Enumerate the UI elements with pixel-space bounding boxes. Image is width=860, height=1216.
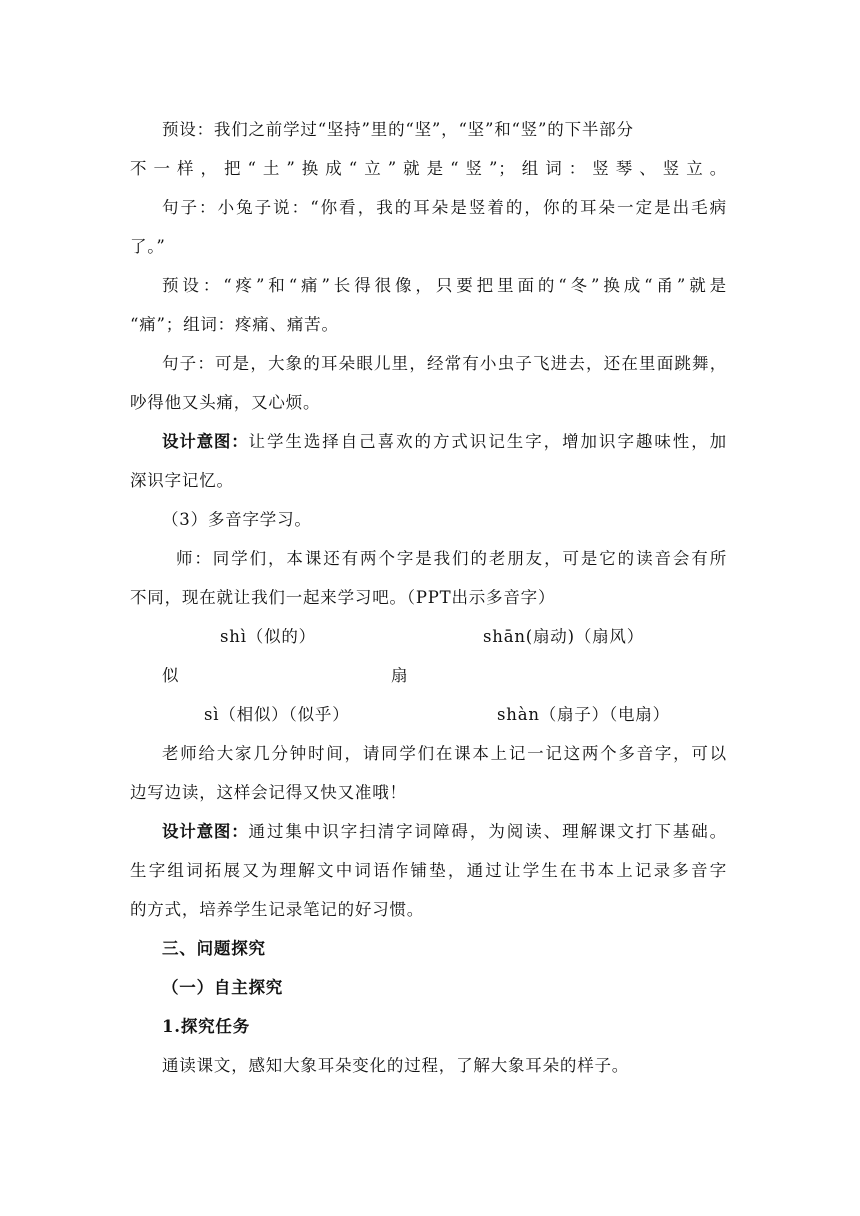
- subsection-heading: （3）多音字学习。: [162, 510, 312, 529]
- paragraph-line: 句子：可是，大象的耳朵眼儿里，经常有小虫子飞进去，还在里面跳舞，: [162, 354, 727, 373]
- paragraph-line: 不一样，把“土”换成“立”就是“竖”；组词：竖琴、竖立。: [130, 159, 727, 178]
- polyphone-char-shan: 扇: [391, 666, 409, 685]
- design-intent-label: 设计意图：: [162, 822, 249, 841]
- section-heading: 三、问题探究: [162, 939, 266, 958]
- paragraph-line: 边写边读，这样会记得又快又准哦！: [130, 783, 407, 802]
- polyphone-char-si: 似: [162, 666, 180, 685]
- paragraph-line: 通读课文，感知大象耳朵变化的过程，了解大象耳朵的样子。: [162, 1056, 630, 1075]
- task-heading: 1.探究任务: [162, 1017, 251, 1036]
- paragraph-line: 老师给大家几分钟时间，请同学们在课本上记一记这两个多音字，可以: [162, 744, 727, 763]
- paragraph-line: 不同，现在就让我们一起来学习吧。（PPT出示多音字）: [130, 588, 556, 607]
- design-intent-line: [162, 431, 727, 453]
- pinyin-shan-bottom: shàn（扇子）（电扇）: [497, 705, 670, 724]
- pinyin-si-bottom: sì（相似）（似乎）: [204, 705, 350, 724]
- paragraph-line: 了。”: [130, 237, 166, 256]
- design-intent-line: [162, 821, 727, 843]
- design-intent-text: 让学生选择自己喜欢的方式识记生字，增加识字趣味性，加: [248, 432, 727, 451]
- design-intent-text: 通过集中识字扫清字词障碍，为阅读、理解课文打下基础。: [248, 822, 727, 841]
- paragraph-line: 生字组词拓展又为理解文中词语作铺垫，通过让学生在书本上记录多音字: [130, 861, 727, 880]
- subsection-heading: （一）自主探究: [162, 978, 284, 997]
- design-intent-label: 设计意图：: [162, 432, 249, 451]
- paragraph-line: 的方式，培养学生记录笔记的好习惯。: [130, 900, 425, 919]
- pinyin-si-top: shì（似的）: [220, 627, 316, 646]
- paragraph-line: 句子：小兔子说：“你看，我的耳朵是竖着的，你的耳朵一定是出毛病: [162, 198, 727, 217]
- paragraph-line: 预设：我们之前学过“坚持”里的“坚”，“坚”和“竖”的下半部分: [162, 120, 634, 139]
- paragraph-line: 师：同学们，本课还有两个字是我们的老朋友，可是它的读音会有所: [176, 549, 727, 568]
- paragraph-line: 吵得他又头痛，又心烦。: [130, 393, 321, 412]
- paragraph-line: 预设：“疼”和“痛”长得很像，只要把里面的“冬”换成“甬”就是: [162, 276, 727, 295]
- paragraph-line: “痛”；组词：疼痛、痛苦。: [130, 315, 339, 334]
- pinyin-shan-top: shān(扇动)（扇风）: [483, 627, 645, 646]
- paragraph-line: 深识字记忆。: [130, 471, 234, 490]
